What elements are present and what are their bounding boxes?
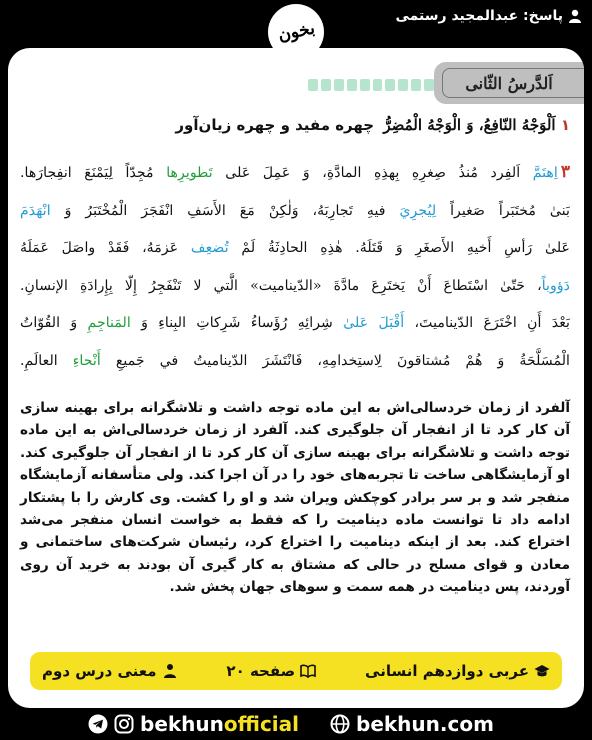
answer-label: پاسخ: عبدالمجید رستمی (395, 8, 563, 24)
arabic-line (20, 154, 570, 193)
arabic-line (20, 305, 570, 343)
paragraph-number: ۳ (560, 162, 570, 182)
logo-text: بخون (275, 18, 317, 46)
reader-icon (162, 663, 178, 679)
section-number: ۱ (560, 116, 570, 134)
arabic-text-segment: فیهِ تَجارِبَهُ، وَلٰكِنْ مَعَ الأَسَفِ انْفَجَرَ الْمُخْتَبَرُ وَ (50, 202, 400, 219)
grammar-highlight: أَنْحاءِ (72, 352, 101, 369)
section-persian-title: چهره مفید و چهره زیان‌آور (175, 116, 375, 134)
course-group (365, 662, 550, 680)
bottom-bar (0, 708, 592, 740)
telegram-icon[interactable] (88, 714, 108, 734)
arabic-passage (20, 154, 570, 390)
arabic-text-segment: اَلفِرد مُنذُ صِغرِهِ بِهذِهِ المادَّةِ، وَ عَمِلَ عَلی (212, 165, 533, 181)
book-icon (300, 663, 316, 679)
arabic-text-segment: العالَمِ. (20, 352, 73, 369)
vocab-highlight: تُضعِف (190, 240, 229, 256)
arabic-text-segment: ، حَتّیٰ اسْتَطاعَ أَنْ یَختَرِعَ مادَّةَ «الدّینامیت» الَّتي لا تَنْفَجِرُ إِلّا بِإِرادَةِ الإنسانِ. (20, 277, 542, 294)
arabic-text-segment: مُجِدّاً لِيَمْنَعَ انفِجارَها. (20, 165, 167, 181)
lesson-meaning: معنی درس دوم (42, 662, 157, 680)
arabic-text-segment: عَزمَهُ، فَقَدْ واصَلَ عَمَلَهُ (20, 240, 191, 256)
arabic-line (20, 230, 570, 268)
section-heading (22, 114, 570, 136)
course-name: عربی دوازدهم انسانی (365, 662, 529, 680)
meaning-group (42, 662, 178, 680)
content-card (8, 48, 584, 708)
brand-name: bekhun (140, 712, 224, 736)
arabic-line (20, 193, 570, 231)
page-group (226, 662, 316, 680)
lesson-info-bar (30, 652, 562, 690)
vocab-highlight: أَقْبَلَ عَلیٰ (343, 315, 405, 331)
arabic-line (20, 343, 570, 381)
arabic-text-segment: عَلیٰ رَأسِ أَخیهِ الأَصغَرِ وَ قَتَلَهُ. هٰذِهِ الحادِثَةُ لَمْ (228, 240, 570, 256)
graduation-cap-icon (534, 663, 550, 679)
persian-translation: آلفرد از زمان خردسالی‌اش به این ماده توجه داشت و تلاشگرانه برای بهینه سازی آن کار کرد تا از انفجار آن جلوگیری کند. آلفرد از زمان خردسالی‌اش به این ماده توجه داشت و تلاشگرانه برای بهینه سازی آن کار کرد تا از انفجار آن جلوگیری کند. او آزمایشگاهی ساخت تا تجربه‌های خود را در آن اجرا کند. ولی متأسفانه آزمایشگاه منفجر شد و بر سر برادر کوچکش ویران شد و او را کشت. وی کارش را با پشتکار ادامه داد تا توانست ماده دینامیت را که فقط به خواست انسان منفجر می‌شد اختراع کند. بعد از اینکه دینامیت را اختراع کرد، رئیسان شرکت‌های ساختمانی و معادن و قوای مسلح در حالی که مشتاق به کار گیری آن بودند به خرید آن روی آوردند، پس دینامیت در همه سمت و سوهای جهان پخش شد. (20, 400, 570, 596)
section-arabic-title: اَلْوَجْهُ النّافِعُ، وَ الْوَجْهُ الْمُضِرُّ (383, 116, 556, 134)
website-url: bekhun.com (356, 712, 494, 736)
instagram-icon[interactable] (114, 714, 134, 734)
vocab-highlight: لِیُجرِيَ (399, 202, 437, 219)
lesson-title-tab (434, 62, 584, 104)
vocab-highlight: اِهتَمَّ (532, 165, 558, 181)
lesson-title: اَلدَّرسُ الثّانی (465, 73, 553, 93)
arabic-text-segment: شِرائِهِ رُؤَساءُ شَرِكاتِ البِناءِ وَ (130, 315, 344, 331)
grammar-highlight: تَطويرِها (166, 165, 213, 181)
vocab-highlight: انْهَدَمَ (20, 202, 51, 219)
arabic-text-segment: وَ القُوّاتُ (20, 315, 88, 331)
social-brand[interactable] (88, 712, 299, 736)
arabic-text-segment: بَعْدَ أَنِ اخْتَرَعَ الدّینامیتَ، (404, 315, 570, 331)
brand-suffix: official (223, 712, 300, 736)
user-icon (568, 9, 582, 23)
vocab-highlight: دَؤوباً (541, 277, 570, 294)
page-number: صفحه ۲۰ (226, 662, 296, 680)
arabic-line (20, 268, 570, 306)
globe-icon (330, 714, 350, 734)
arabic-text-segment: بَنیٰ مُختَبَراً صَغیراً (436, 202, 570, 219)
website-link[interactable] (330, 712, 494, 736)
answer-author (395, 8, 582, 24)
arabic-text-segment: الْمُسَلَّحَةُ وَ هُمْ مُشتاقونَ لِاستِخدامِهِ، فَانْتَشَرَ الدّینامیتُ في جَمیعِ (100, 352, 570, 369)
decorative-ornament (308, 76, 434, 94)
grammar-highlight: المَناجِمِ (87, 315, 131, 331)
